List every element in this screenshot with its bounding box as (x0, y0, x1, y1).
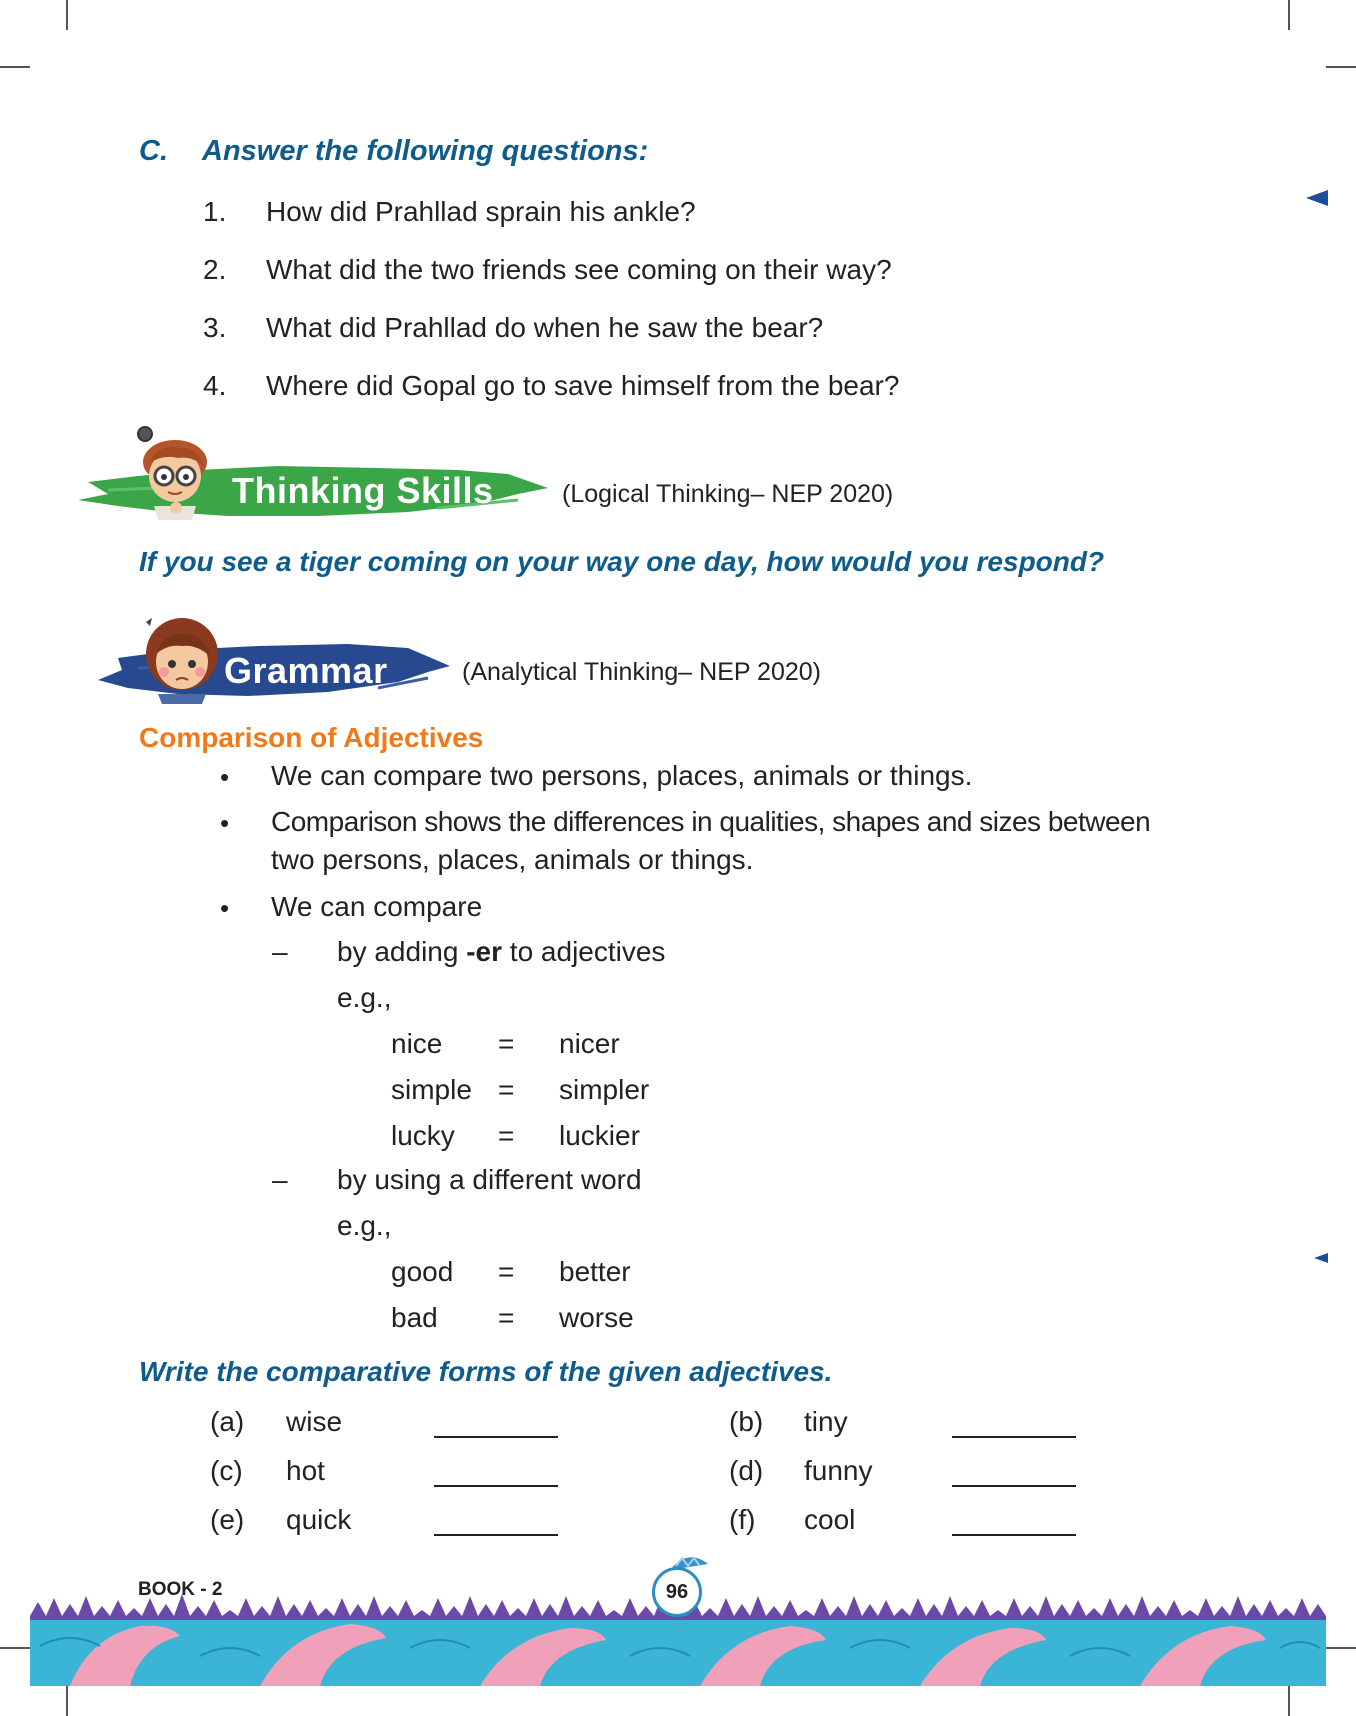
rule-dash: – (272, 936, 288, 967)
answer-blank[interactable] (434, 1534, 558, 1536)
margin-marker-icon (1314, 1253, 1328, 1263)
exercise-item-label: (a) (210, 1406, 245, 1437)
thinking-prompt: If you see a tiger coming on your way one day, how would you respond? (139, 546, 1105, 577)
exercise-item-word: hot (286, 1455, 325, 1486)
adjective-comparative: better (559, 1256, 631, 1287)
question-text: What did Prahllad do when he saw the bear? (266, 312, 824, 343)
bullet-icon: • (220, 762, 230, 792)
bullet-icon: • (220, 893, 230, 923)
crop-mark (1326, 66, 1356, 68)
rule-text: by using a different word (337, 1164, 642, 1195)
answer-blank[interactable] (952, 1485, 1076, 1487)
section-title: Answer the following questions: (202, 135, 649, 167)
exercise-item-label: (e) (210, 1504, 245, 1535)
section-letter: C. (139, 135, 168, 167)
question-text: How did Prahllad sprain his ankle? (266, 196, 696, 227)
adjective-base: good (391, 1256, 454, 1287)
bullet-text: We can compare (271, 891, 483, 922)
exercise-item-word: tiny (804, 1406, 848, 1437)
question-number: 4. (203, 370, 227, 401)
page-number: 96 (652, 1567, 702, 1617)
question-number: 2. (203, 254, 227, 285)
example-label: e.g., (337, 1210, 392, 1241)
book-label: BOOK - 2 (138, 1579, 223, 1600)
adjective-comparative: luckier (559, 1120, 640, 1151)
crop-mark (1288, 0, 1290, 30)
question-number: 3. (203, 312, 227, 343)
crop-mark (66, 1686, 68, 1716)
grammar-label: Grammar (224, 650, 388, 691)
thinking-skills-note: (Logical Thinking– NEP 2020) (562, 480, 894, 508)
answer-blank[interactable] (434, 1485, 558, 1487)
bullet-icon: • (220, 808, 230, 838)
equals-sign: = (498, 1256, 515, 1287)
exercise-prompt: Write the comparative forms of the given adjectives. (139, 1356, 833, 1387)
exercise-item-word: quick (286, 1504, 352, 1535)
example-label: e.g., (337, 982, 392, 1013)
adjective-base: nice (391, 1028, 443, 1059)
equals-sign: = (498, 1120, 515, 1151)
question-number: 1. (203, 196, 227, 227)
crop-mark (0, 1647, 30, 1649)
crop-mark (1326, 1647, 1356, 1649)
answer-blank[interactable] (952, 1436, 1076, 1438)
adjective-base: simple (391, 1074, 472, 1105)
equals-sign: = (498, 1074, 515, 1105)
exercise-item-label: (c) (210, 1455, 243, 1486)
equals-sign: = (498, 1302, 515, 1333)
exercise-item-word: cool (804, 1504, 856, 1535)
bullet-text-continued: two persons, places, animals or things. (271, 844, 754, 875)
adjective-comparative: worse (559, 1302, 634, 1333)
rule-text-post: to adjectives (502, 936, 666, 967)
thinking-skills-label: Thinking Skills (232, 470, 494, 511)
bullet-text: We can compare two persons, places, animals or things. (271, 760, 973, 791)
rule-text-pre: by adding (337, 936, 467, 967)
answer-blank[interactable] (434, 1436, 558, 1438)
rule-dash: – (272, 1164, 288, 1195)
grammar-note: (Analytical Thinking– NEP 2020) (462, 658, 821, 686)
crop-mark (0, 66, 30, 68)
rule-text-suffix: -er (466, 936, 503, 967)
crop-mark (1288, 1686, 1290, 1716)
adjective-base: lucky (391, 1120, 455, 1151)
adjective-comparative: nicer (559, 1028, 620, 1059)
exercise-item-label: (d) (729, 1455, 764, 1486)
topic-heading: Comparison of Adjectives (139, 722, 484, 753)
question-text: What did the two friends see coming on their way? (266, 254, 892, 285)
question-text: Where did Gopal go to save himself from the bear? (266, 370, 900, 401)
adjective-comparative: simpler (559, 1074, 650, 1105)
crop-mark (66, 0, 68, 30)
answer-blank[interactable] (952, 1534, 1076, 1536)
margin-marker-icon (1306, 190, 1328, 206)
thinking-boy-icon (130, 424, 220, 520)
exercise-item-label: (f) (729, 1504, 756, 1535)
exercise-item-label: (b) (729, 1406, 764, 1437)
rule-text (337, 936, 665, 968)
adjective-base: bad (391, 1302, 438, 1333)
bullet-text: Comparison shows the differences in qualities, shapes and sizes between (271, 806, 1151, 837)
grammar-girl-icon (140, 610, 224, 704)
exercise-item-word: funny (804, 1455, 873, 1486)
equals-sign: = (498, 1028, 515, 1059)
exercise-item-word: wise (286, 1406, 343, 1437)
